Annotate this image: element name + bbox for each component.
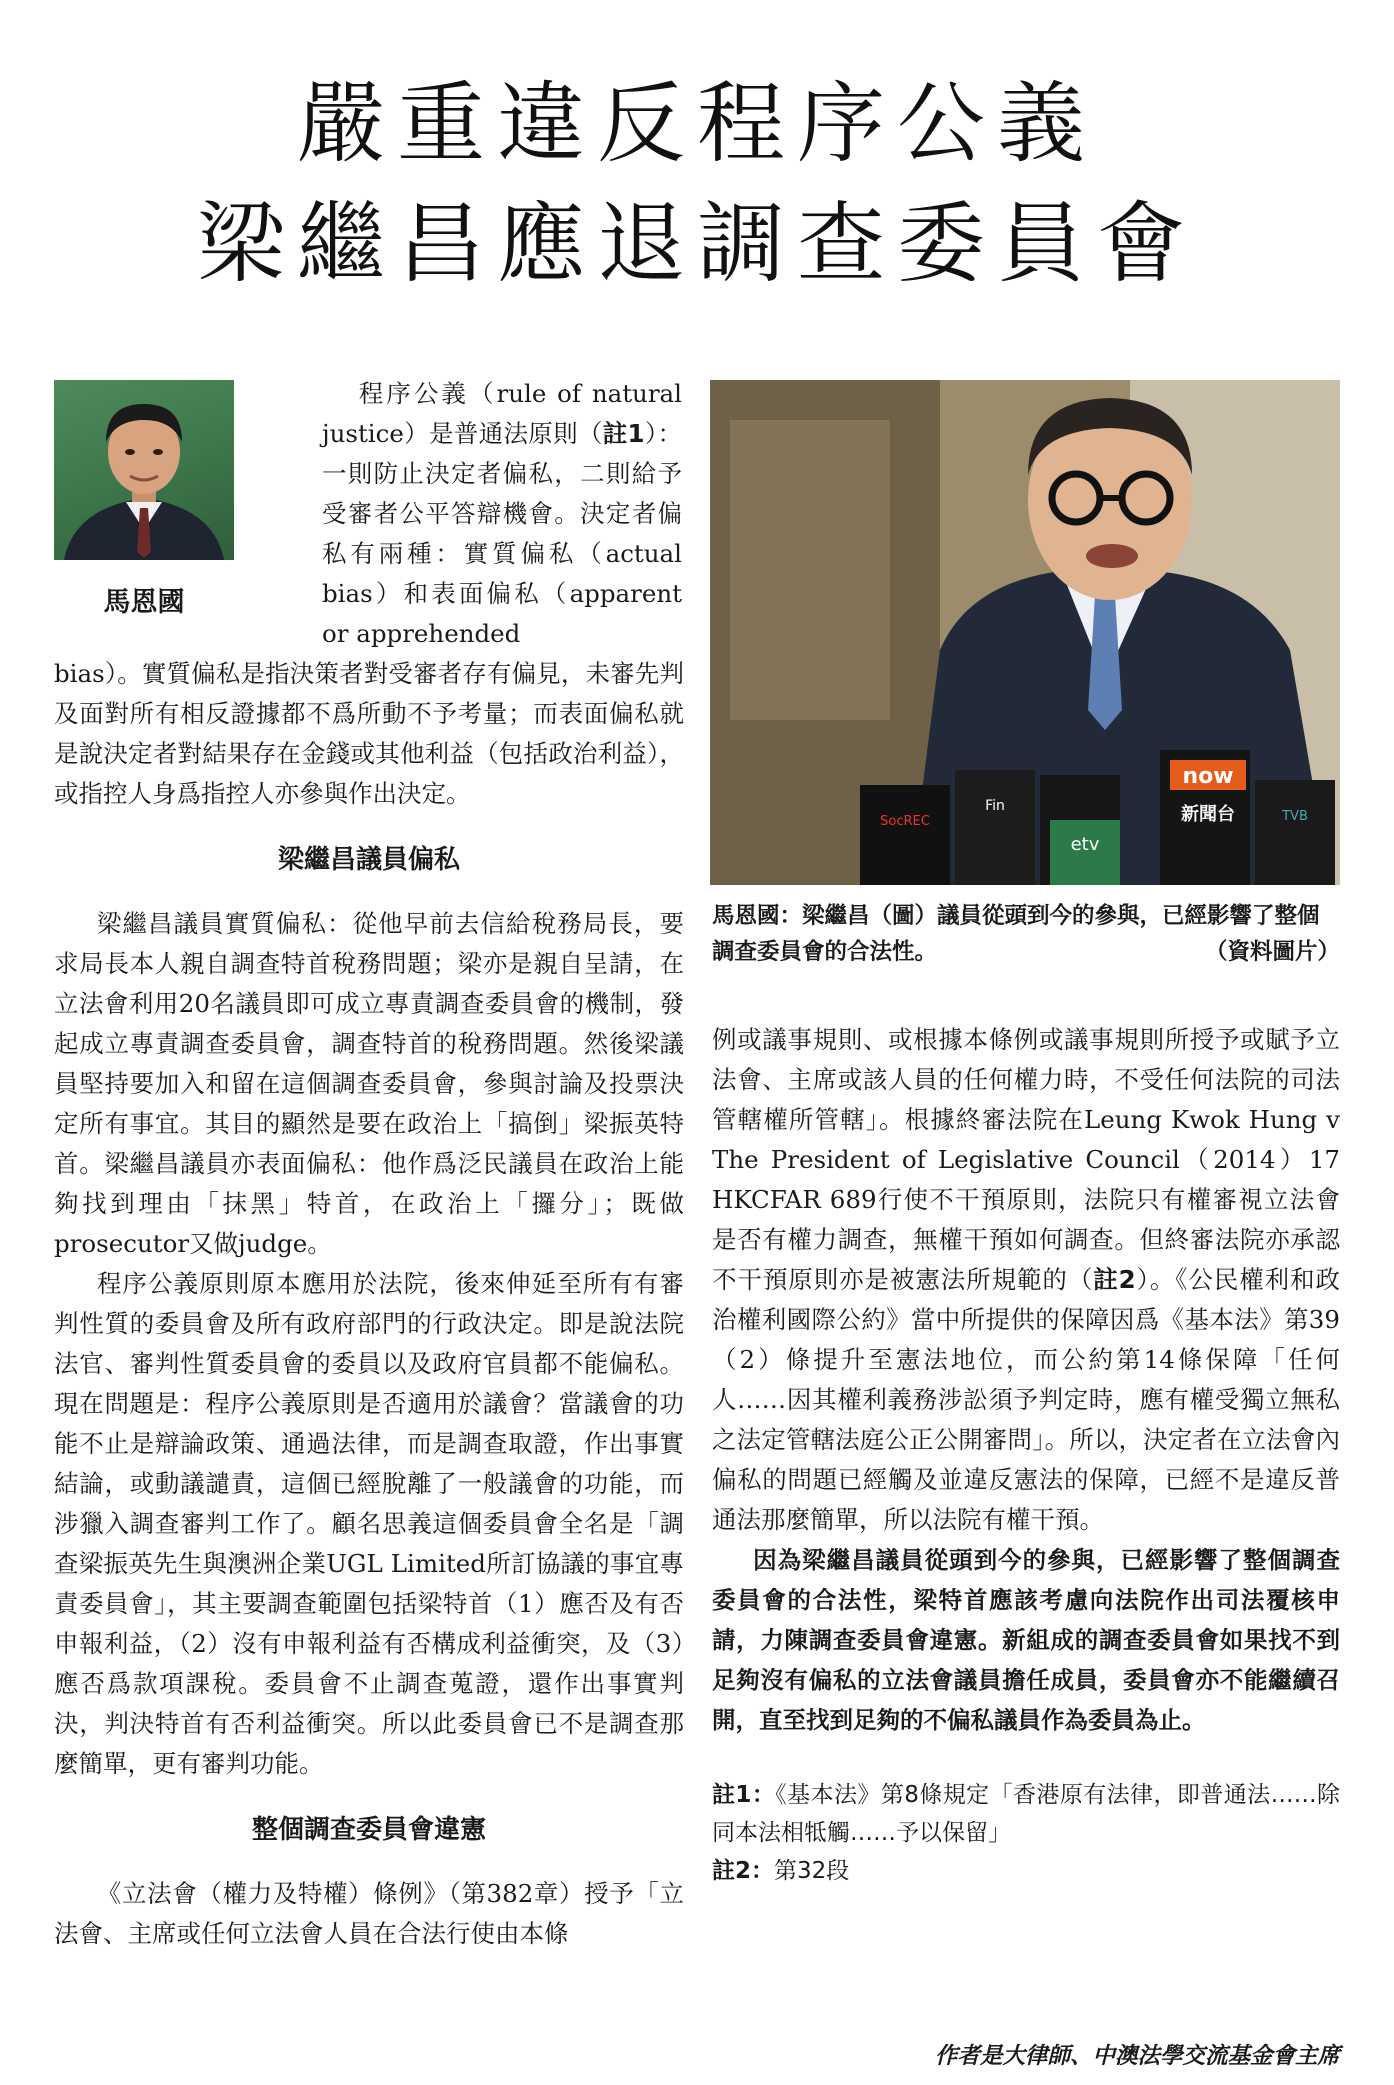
section-heading-unconstitutional: 整個調查委員會違憲	[251, 1815, 486, 1845]
footnote-2-text: 第32段	[774, 1858, 850, 1884]
paragraph-bias: 梁繼昌議員實質偏私：從他早前去信給稅務局長，要求局長本人親自調查特首稅務問題；梁亦是親自呈請，在立法會利用20名議員即可成立專責調查委員會的機制，發起成立專責調查委員會，調查特首的稅務問題。然後梁議員堅持要加入和留在這個調查委員會，參與討論及投票決定所有事宜。其目的顯然是要在政治上「搞倒」梁振英特首。梁繼昌議員亦表面偏私：他作爲泛民議員在政治上能夠找到理由「抹黑」特首，在政治上「攞分」；既做prosecutor又做judge。	[54, 909, 684, 1258]
right-column	[712, 1020, 1340, 1890]
paragraph-conclusion: 因為梁繼昌議員從頭到今的參與，已經影響了整個調查委員會的合法性，梁特首應該考慮向法院作出司法覆核申請，力陳調查委員會違憲。新組成的調查委員會如果找不到足夠沒有偏私的立法會議員擔任成員，委員會亦不能繼續召開，直至找到足夠的不偏私議員作為委員為止。	[712, 1546, 1340, 1734]
left-column	[54, 654, 684, 1954]
intro-text-b: ）：一則防止決定者偏私，二則給予受審者公平答辯機會。決定者偏私有兩種：實質偏私（actual bias）和表面偏私（apparent or apprehended	[322, 419, 682, 648]
intro-text-a: 程序公義（rule of natural justice）是普通法原則（	[322, 379, 682, 448]
paragraph-legislative-council	[712, 1020, 1340, 1540]
paragraph-ordinance: 《立法會（權力及特權）條例》（第382章）授予「立法會、主席或任何立法會人員在合法行使由本條	[54, 1879, 684, 1948]
paragraph-natural-justice: 程序公義原則原本應用於法院，後來伸延至所有有審判性質的委員會及所有政府部門的行政決定。即是說法院法官、審判性質委員會的委員以及政府官員都不能偏私。現在問題是：程序公義原則是否適用於議會？當議會的功能不止是辯論政策、通過法律，而是調查取證，作出事實結論，或動議譴責，這個已經脫離了一般議會的功能，而涉獵入調查審判工作了。顧名思義這個委員會全名是「調查梁振英先生與澳洲企業UGL Limited所訂協議的事宜專責委員會」，其主要調查範圍包括梁特首（1）應否及有否申報利益，（2）沒有申報利益有否構成利益衝突，及（3）應否爲款項課稅。委員會不止調查蒐證，還作出事實判決，判決特首有否利益衝突。所以此委員會已不是調查那麼簡單，更有審判功能。	[54, 1269, 684, 1778]
mic-label-socrec: SocREC	[880, 814, 930, 829]
mic-label-tvb: TVB	[1282, 809, 1308, 824]
footnote-1	[712, 1776, 1340, 1852]
footnote-2-label: 註2：	[712, 1858, 775, 1884]
note-ref-2: 註2	[1093, 1265, 1136, 1294]
mic-label-now: now	[1182, 764, 1234, 789]
author-portrait	[54, 380, 234, 560]
headline-line-1: 嚴重違反程序公義	[296, 72, 1097, 175]
author-byline: 作者是大律師、中澳法學交流基金會主席	[934, 2043, 1340, 2069]
news-photo	[710, 380, 1340, 885]
intro-paragraph	[322, 374, 682, 654]
mic-label-etv: etv	[1070, 834, 1100, 855]
footnote-1-label: 註1：	[712, 1782, 776, 1808]
paragraph-legislative-council-b: ）。《公民權利和政治權利國際公約》當中所提供的保障因爲《基本法》第39（2）條提升至憲法地位，而公約第14條保障「任何人……因其權利義務涉訟須予判定時，應有權受獨立無私之法定管轄法庭公正公開審問」。所以，決定者在立法會內偏私的問題已經觸及並違反憲法的保障，已經不是違反普通法那麼簡單，所以法院有權干預。	[712, 1265, 1340, 1534]
footnote-1-text: 《基本法》第8條規定「香港原有法律，即普通法……除同本法相牴觸……予以保留」	[712, 1782, 1340, 1846]
headline-line-2: 梁繼昌應退調查委員會	[196, 192, 1197, 295]
intro-continuation: bias）。實質偏私是指決策者對受審者存有偏見，未審先判及面對所有相反證據都不爲所動不予考量；而表面偏私就是說決定者對結果存在金錢或其他利益（包括政治利益），或指控人身爲指控人亦參與作出決定。	[54, 659, 684, 808]
photo-caption	[712, 898, 1340, 970]
section-heading-bias: 梁繼昌議員偏私	[277, 845, 460, 875]
photo-caption-text: 馬恩國：梁繼昌（圖）議員從頭到今的參與，已經影響了整個調查委員會的合法性。	[712, 903, 1320, 965]
footnotes	[712, 1776, 1340, 1890]
mic-label-fin: Fin	[985, 798, 1005, 814]
mic-label-news-channel: 新聞台	[1181, 804, 1235, 825]
paragraph-legislative-council-a: 例或議事規則、或根據本條例或議事規則所授予或賦予立法會、主席或該人員的任何權力時，不受任何法院的司法管轄權所管轄」。根據終審法院在Leung Kwok Hung v The President of Legislative Council（2014）17 HKCFAR 689行使不干預原則，法院只有權審視立法會是否有權力調查，無權干預如何調查。但終審法院亦承認不干預原則亦是被憲法所規範的（	[712, 1025, 1340, 1294]
note-ref-1: 註1	[602, 419, 645, 448]
footnote-2	[712, 1852, 1340, 1890]
photo-credit: （資料圖片）	[1204, 939, 1340, 965]
author-name: 馬恩國	[103, 587, 185, 618]
